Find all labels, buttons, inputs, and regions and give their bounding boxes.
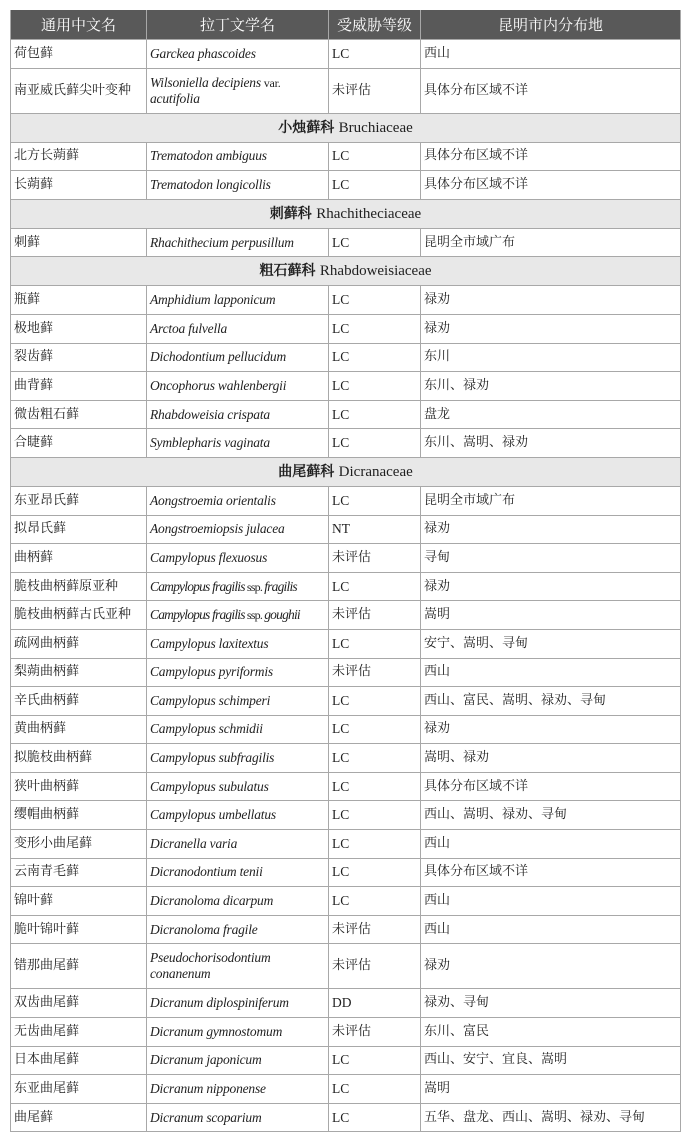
common-name-cell: 曲尾藓 xyxy=(11,1103,147,1132)
table-row xyxy=(11,715,681,744)
distribution-cell: 禄劝 xyxy=(421,715,681,744)
common-name-cell: 双齿曲尾藓 xyxy=(11,989,147,1018)
threat-level-cell: DD xyxy=(329,989,421,1018)
table-row xyxy=(11,1075,681,1104)
common-name-cell: 微齿粗石藓 xyxy=(11,400,147,429)
latin-name-part: Dicranoloma dicarpum xyxy=(150,893,274,909)
rank-abbreviation: var. xyxy=(260,75,281,90)
latin-name-part: Oncophorus wahlenbergii xyxy=(150,377,287,393)
latin-name-part: Campylopus fragilis xyxy=(150,607,245,623)
latin-name-part: fragilis xyxy=(264,578,297,594)
latin-name-part: Pseudochorisodontium conanenum xyxy=(150,950,271,982)
latin-name-cell xyxy=(147,601,329,630)
threat-level-cell: LC xyxy=(329,314,421,343)
common-name-cell: 变形小曲尾藓 xyxy=(11,830,147,859)
latin-name-cell xyxy=(147,744,329,773)
common-name-cell: 脆枝曲柄藓原亚种 xyxy=(11,572,147,601)
table-row xyxy=(11,1018,681,1047)
family-heading-row xyxy=(11,113,681,142)
family-heading-cell xyxy=(11,199,681,228)
common-name-cell: 东亚昂氏藓 xyxy=(11,486,147,515)
latin-name-cell xyxy=(147,944,329,989)
table-row xyxy=(11,314,681,343)
latin-name-part: Campylopus subulatus xyxy=(150,778,269,794)
family-chinese-name: 粗石藓科 xyxy=(259,263,316,280)
threat-level-cell: LC xyxy=(329,1103,421,1132)
family-heading-cell xyxy=(11,113,681,142)
threat-level-cell: LC xyxy=(329,687,421,716)
latin-name-part: goughii xyxy=(264,607,300,623)
family-latin-name: Rhabdoweisiaceae xyxy=(319,263,432,280)
table-row xyxy=(11,658,681,687)
distribution-cell: 禄劝 xyxy=(421,572,681,601)
distribution-cell: 禄劝 xyxy=(421,286,681,315)
threat-level-cell: 未评估 xyxy=(329,601,421,630)
distribution-cell: 五华、盘龙、西山、嵩明、禄劝、寻甸 xyxy=(421,1103,681,1132)
table-row xyxy=(11,68,681,113)
distribution-cell: 西山 xyxy=(421,830,681,859)
latin-name-cell xyxy=(147,142,329,171)
common-name-cell: 南亚威氏藓尖叶变种 xyxy=(11,68,147,113)
table-row xyxy=(11,944,681,989)
latin-name-cell xyxy=(147,400,329,429)
family-heading-cell xyxy=(11,257,681,286)
latin-name-cell xyxy=(147,486,329,515)
table-row xyxy=(11,989,681,1018)
common-name-cell: 日本曲尾藓 xyxy=(11,1046,147,1075)
threat-level-cell: LC xyxy=(329,830,421,859)
distribution-cell: 具体分布区域不详 xyxy=(421,772,681,801)
common-name-cell: 曲背藓 xyxy=(11,372,147,401)
family-heading-row xyxy=(11,257,681,286)
distribution-cell: 西山 xyxy=(421,887,681,916)
table-row xyxy=(11,228,681,257)
threat-level-cell: LC xyxy=(329,400,421,429)
distribution-cell: 西山 xyxy=(421,658,681,687)
latin-name-part: Trematodon ambiguus xyxy=(150,148,267,164)
common-name-cell: 刺藓 xyxy=(11,228,147,257)
threat-level-cell: LC xyxy=(329,171,421,200)
common-name-cell: 曲柄藓 xyxy=(11,544,147,573)
threat-level-cell: LC xyxy=(329,744,421,773)
table-row xyxy=(11,629,681,658)
latin-name-part: Dicranoloma fragile xyxy=(150,921,258,937)
latin-name-part: Dichodontium pellucidum xyxy=(150,349,287,365)
common-name-cell: 脆叶锦叶藓 xyxy=(11,915,147,944)
latin-name-part: Aongstroemia orientalis xyxy=(150,492,276,508)
common-name-cell: 裂齿藓 xyxy=(11,343,147,372)
common-name-cell: 合睫藓 xyxy=(11,429,147,458)
distribution-cell: 东川、禄劝 xyxy=(421,372,681,401)
latin-name-part: Dicranum gymnostomum xyxy=(150,1023,283,1039)
latin-name-part: Campylopus pyriformis xyxy=(150,664,273,680)
latin-name-cell xyxy=(147,830,329,859)
latin-name-part: Garckea phascoides xyxy=(150,45,256,61)
threat-level-cell: 未评估 xyxy=(329,944,421,989)
family-latin-name: Rhachitheciaceae xyxy=(316,205,422,222)
latin-name-part: Campylopus subfragilis xyxy=(150,750,275,766)
moss-species-table xyxy=(10,10,681,1132)
latin-name-part: Rhabdoweisia crispata xyxy=(150,406,270,422)
latin-name-cell xyxy=(147,915,329,944)
distribution-cell: 西山、嵩明、禄劝、寻甸 xyxy=(421,801,681,830)
threat-level-cell: LC xyxy=(329,286,421,315)
common-name-cell: 错那曲尾藓 xyxy=(11,944,147,989)
distribution-cell: 禄劝 xyxy=(421,944,681,989)
common-name-cell: 疏网曲柄藓 xyxy=(11,629,147,658)
common-name-cell: 拟昂氏藓 xyxy=(11,515,147,544)
col-header-distribution: 昆明市内分布地 xyxy=(421,10,681,40)
latin-name-cell xyxy=(147,171,329,200)
table-row xyxy=(11,343,681,372)
distribution-cell: 嵩明 xyxy=(421,601,681,630)
latin-name-cell xyxy=(147,801,329,830)
table-row xyxy=(11,486,681,515)
family-heading-row xyxy=(11,199,681,228)
latin-name-cell xyxy=(147,629,329,658)
latin-name-cell xyxy=(147,228,329,257)
table-row xyxy=(11,400,681,429)
threat-level-cell: LC xyxy=(329,629,421,658)
col-header-threat-level: 受威胁等级 xyxy=(329,10,421,40)
table-row xyxy=(11,744,681,773)
distribution-cell: 具体分布区域不详 xyxy=(421,68,681,113)
latin-name-part: Dicranum scoparium xyxy=(150,1109,262,1125)
threat-level-cell: LC xyxy=(329,429,421,458)
distribution-cell: 盘龙 xyxy=(421,400,681,429)
table-row xyxy=(11,572,681,601)
latin-name-part: Dicranum nipponense xyxy=(150,1081,266,1097)
threat-level-cell: 未评估 xyxy=(329,1018,421,1047)
latin-name-cell xyxy=(147,429,329,458)
col-header-common-name: 通用中文名 xyxy=(11,10,147,40)
threat-level-cell: LC xyxy=(329,343,421,372)
common-name-cell: 拟脆枝曲柄藓 xyxy=(11,744,147,773)
distribution-cell: 昆明全市域广布 xyxy=(421,486,681,515)
table-row xyxy=(11,687,681,716)
common-name-cell: 荷包藓 xyxy=(11,40,147,69)
latin-name-cell xyxy=(147,1018,329,1047)
latin-name-part: Symblepharis vaginata xyxy=(150,435,270,451)
threat-level-cell: LC xyxy=(329,887,421,916)
family-latin-name: Dicranaceae xyxy=(338,463,413,480)
latin-name-part: Dicranum diplospiniferum xyxy=(150,995,289,1011)
threat-level-cell: LC xyxy=(329,1075,421,1104)
threat-level-cell: LC xyxy=(329,715,421,744)
table-row xyxy=(11,601,681,630)
latin-name-part: Aongstroemiopsis julacea xyxy=(150,521,285,537)
rank-abbreviation: ssp. xyxy=(244,579,265,594)
latin-name-cell xyxy=(147,572,329,601)
threat-level-cell: 未评估 xyxy=(329,658,421,687)
distribution-cell: 禄劝 xyxy=(421,515,681,544)
threat-level-cell: LC xyxy=(329,572,421,601)
table-row xyxy=(11,515,681,544)
latin-name-cell xyxy=(147,715,329,744)
latin-name-part: Arctoa fulvella xyxy=(150,320,228,336)
common-name-cell: 锦叶藓 xyxy=(11,887,147,916)
latin-name-part: Campylopus schmidii xyxy=(150,721,263,737)
latin-name-part: acutifolia xyxy=(150,90,200,106)
latin-name-cell xyxy=(147,1103,329,1132)
distribution-cell: 东川、嵩明、禄劝 xyxy=(421,429,681,458)
latin-name-cell xyxy=(147,1075,329,1104)
common-name-cell: 梨蒴曲柄藓 xyxy=(11,658,147,687)
latin-name-cell xyxy=(147,286,329,315)
common-name-cell: 极地藓 xyxy=(11,314,147,343)
table-row xyxy=(11,1103,681,1132)
latin-name-part: Rhachithecium perpusillum xyxy=(150,234,294,250)
latin-name-cell xyxy=(147,68,329,113)
latin-name-part: Dicranella varia xyxy=(150,835,238,851)
latin-name-cell xyxy=(147,772,329,801)
common-name-cell: 无齿曲尾藓 xyxy=(11,1018,147,1047)
latin-name-cell xyxy=(147,858,329,887)
distribution-cell: 嵩明、禄劝 xyxy=(421,744,681,773)
common-name-cell: 瓶藓 xyxy=(11,286,147,315)
table-row xyxy=(11,171,681,200)
latin-name-cell xyxy=(147,40,329,69)
threat-level-cell: LC xyxy=(329,1046,421,1075)
distribution-cell: 东川 xyxy=(421,343,681,372)
latin-name-cell xyxy=(147,1046,329,1075)
latin-name-part: Dicranum japonicum xyxy=(150,1052,262,1068)
family-latin-name: Bruchiaceae xyxy=(338,119,413,136)
common-name-cell: 云南青毛藓 xyxy=(11,858,147,887)
threat-level-cell: 未评估 xyxy=(329,544,421,573)
latin-name-cell xyxy=(147,658,329,687)
latin-name-part: Trematodon longicollis xyxy=(150,176,271,192)
common-name-cell: 狭叶曲柄藓 xyxy=(11,772,147,801)
latin-name-part: Dicranodontium tenii xyxy=(150,864,263,880)
table-row xyxy=(11,915,681,944)
distribution-cell: 西山 xyxy=(421,915,681,944)
header-row xyxy=(11,10,681,40)
distribution-cell: 西山、安宁、宜良、嵩明 xyxy=(421,1046,681,1075)
distribution-cell: 嵩明 xyxy=(421,1075,681,1104)
latin-name-cell xyxy=(147,372,329,401)
table-row xyxy=(11,772,681,801)
common-name-cell: 东亚曲尾藓 xyxy=(11,1075,147,1104)
latin-name-part: Wilsoniella decipiens xyxy=(150,74,261,90)
common-name-cell: 北方长蒴藓 xyxy=(11,142,147,171)
family-chinese-name: 刺藓科 xyxy=(269,205,312,222)
latin-name-cell xyxy=(147,343,329,372)
rank-abbreviation: ssp. xyxy=(244,608,265,623)
distribution-cell: 安宁、嵩明、寻甸 xyxy=(421,629,681,658)
latin-name-cell xyxy=(147,887,329,916)
latin-name-cell xyxy=(147,544,329,573)
latin-name-part: Amphidium lapponicum xyxy=(150,292,276,308)
threat-level-cell: LC xyxy=(329,858,421,887)
latin-name-part: Campylopus fragilis xyxy=(150,578,245,594)
table-body xyxy=(11,40,681,1132)
table-row xyxy=(11,887,681,916)
distribution-cell: 禄劝 xyxy=(421,314,681,343)
distribution-cell: 寻甸 xyxy=(421,544,681,573)
table-row xyxy=(11,801,681,830)
family-chinese-name: 曲尾藓科 xyxy=(278,463,335,480)
distribution-cell: 禄劝、寻甸 xyxy=(421,989,681,1018)
latin-name-part: Campylopus umbellatus xyxy=(150,807,276,823)
common-name-cell: 黄曲柄藓 xyxy=(11,715,147,744)
distribution-cell: 具体分布区域不详 xyxy=(421,858,681,887)
latin-name-part: Campylopus laxitextus xyxy=(150,635,269,651)
threat-level-cell: 未评估 xyxy=(329,915,421,944)
latin-name-cell xyxy=(147,989,329,1018)
distribution-cell: 具体分布区域不详 xyxy=(421,142,681,171)
common-name-cell: 缨帽曲柄藓 xyxy=(11,801,147,830)
common-name-cell: 辛氏曲柄藓 xyxy=(11,687,147,716)
latin-name-part: Campylopus flexuosus xyxy=(150,549,268,565)
latin-name-cell xyxy=(147,687,329,716)
family-heading-cell xyxy=(11,457,681,486)
threat-level-cell: LC xyxy=(329,772,421,801)
threat-level-cell: LC xyxy=(329,486,421,515)
table-row xyxy=(11,142,681,171)
table-row xyxy=(11,429,681,458)
threat-level-cell: NT xyxy=(329,515,421,544)
distribution-cell: 西山、富民、嵩明、禄劝、寻甸 xyxy=(421,687,681,716)
distribution-cell: 西山 xyxy=(421,40,681,69)
threat-level-cell: LC xyxy=(329,40,421,69)
threat-level-cell: LC xyxy=(329,372,421,401)
threat-level-cell: 未评估 xyxy=(329,68,421,113)
family-chinese-name: 小烛藓科 xyxy=(278,119,335,136)
distribution-cell: 东川、富民 xyxy=(421,1018,681,1047)
latin-name-cell xyxy=(147,314,329,343)
table-row xyxy=(11,372,681,401)
table-row xyxy=(11,544,681,573)
common-name-cell: 脆枝曲柄藓古氏亚种 xyxy=(11,601,147,630)
distribution-cell: 昆明全市域广布 xyxy=(421,228,681,257)
table-row xyxy=(11,286,681,315)
family-heading-row xyxy=(11,457,681,486)
latin-name-part: Campylopus schimperi xyxy=(150,692,271,708)
table-header xyxy=(11,10,681,40)
threat-level-cell: LC xyxy=(329,228,421,257)
table-row xyxy=(11,858,681,887)
latin-name-cell xyxy=(147,515,329,544)
threat-level-cell: LC xyxy=(329,801,421,830)
col-header-latin-name: 拉丁文学名 xyxy=(147,10,329,40)
threat-level-cell: LC xyxy=(329,142,421,171)
distribution-cell: 具体分布区域不详 xyxy=(421,171,681,200)
table-row xyxy=(11,40,681,69)
table-row xyxy=(11,830,681,859)
table-row xyxy=(11,1046,681,1075)
common-name-cell: 长蒴藓 xyxy=(11,171,147,200)
